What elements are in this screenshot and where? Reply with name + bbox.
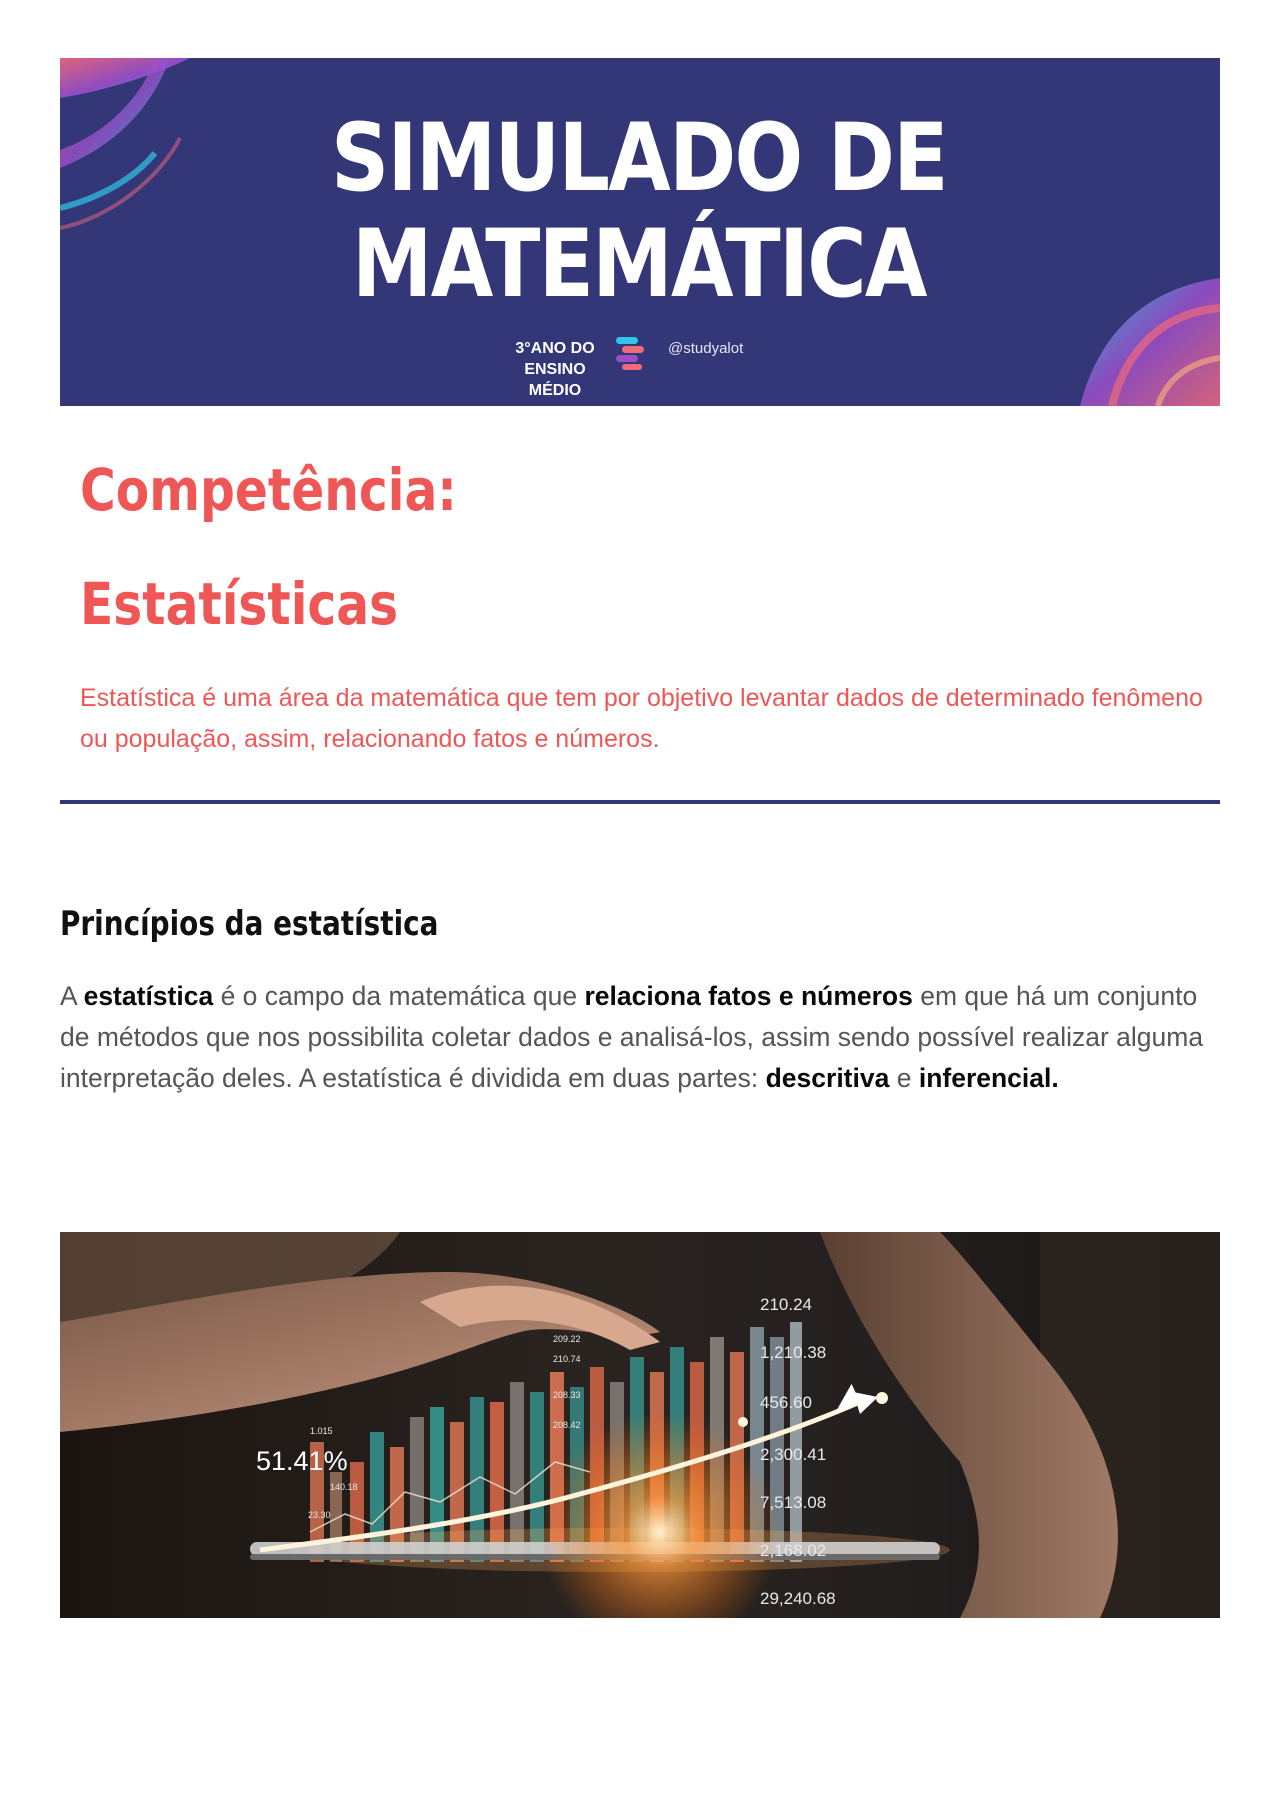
section-heading: Princípios da estatística	[60, 904, 439, 944]
banner-title-line1: SIMULADO DE	[330, 104, 947, 213]
photo-percentage: 51.41%	[256, 1446, 348, 1476]
photo-value: 456.60	[760, 1393, 812, 1412]
photo-value: 208.33	[553, 1390, 581, 1400]
text-span: é o campo da matemática que	[213, 981, 585, 1011]
banner-title-line2: MATEMÁTICA	[352, 210, 926, 319]
section-divider	[60, 800, 1220, 804]
text-span: A	[60, 981, 84, 1011]
bold-term-statistics: estatística	[83, 981, 214, 1011]
competence-description: Estatística é uma área da matemática que tem por objetivo levantar dados de determinado fenômeno ou população, assim, relacionando fatos e números.	[80, 684, 1203, 753]
text-span: e	[889, 1063, 919, 1093]
grade-line3: MÉDIO	[528, 382, 582, 399]
bold-term-descriptive: descritiva	[765, 1063, 890, 1093]
header-banner	[60, 58, 1220, 406]
studyalot-logo-icon	[610, 333, 652, 373]
competence-topic: Estatísticas	[80, 570, 399, 638]
grade-line1: 3°ANO DO	[515, 340, 595, 357]
photo-value: 1,210.38	[760, 1343, 827, 1362]
photo-value: 210.74	[553, 1354, 581, 1364]
photo-value: 210.24	[760, 1295, 812, 1314]
social-handle: @studyalot	[668, 340, 744, 357]
section-paragraph	[60, 976, 1230, 1099]
photo-value: 1.015	[310, 1426, 333, 1436]
photo-value: 208.42	[553, 1420, 581, 1430]
grade-line2: ENSINO	[524, 361, 586, 378]
statistics-photo	[60, 1232, 1220, 1618]
photo-value: 2,300.41	[760, 1445, 827, 1464]
bold-term-relates: relaciona fatos e números	[584, 981, 913, 1011]
competence-label: Competência:	[80, 456, 457, 524]
photo-value: 7,513.08	[760, 1493, 827, 1512]
photo-value: 29,240.68	[760, 1589, 836, 1608]
photo-value: 140.18	[330, 1482, 358, 1492]
grade-label	[480, 338, 630, 401]
photo-illustration	[60, 1232, 1220, 1618]
photo-value: 23.30	[308, 1510, 331, 1520]
photo-value: 2,168.02	[760, 1541, 827, 1560]
banner-title	[140, 106, 1138, 318]
photo-value: 209.22	[553, 1334, 581, 1344]
text-span: em que há um conjunto de métodos que nos possibilita coletar dados e analisá-los, assim sendo possível realizar alguma interpretação deles. A estatística é dividida em duas partes:	[60, 981, 1204, 1093]
bold-term-inferential: inferencial.	[918, 1063, 1059, 1093]
